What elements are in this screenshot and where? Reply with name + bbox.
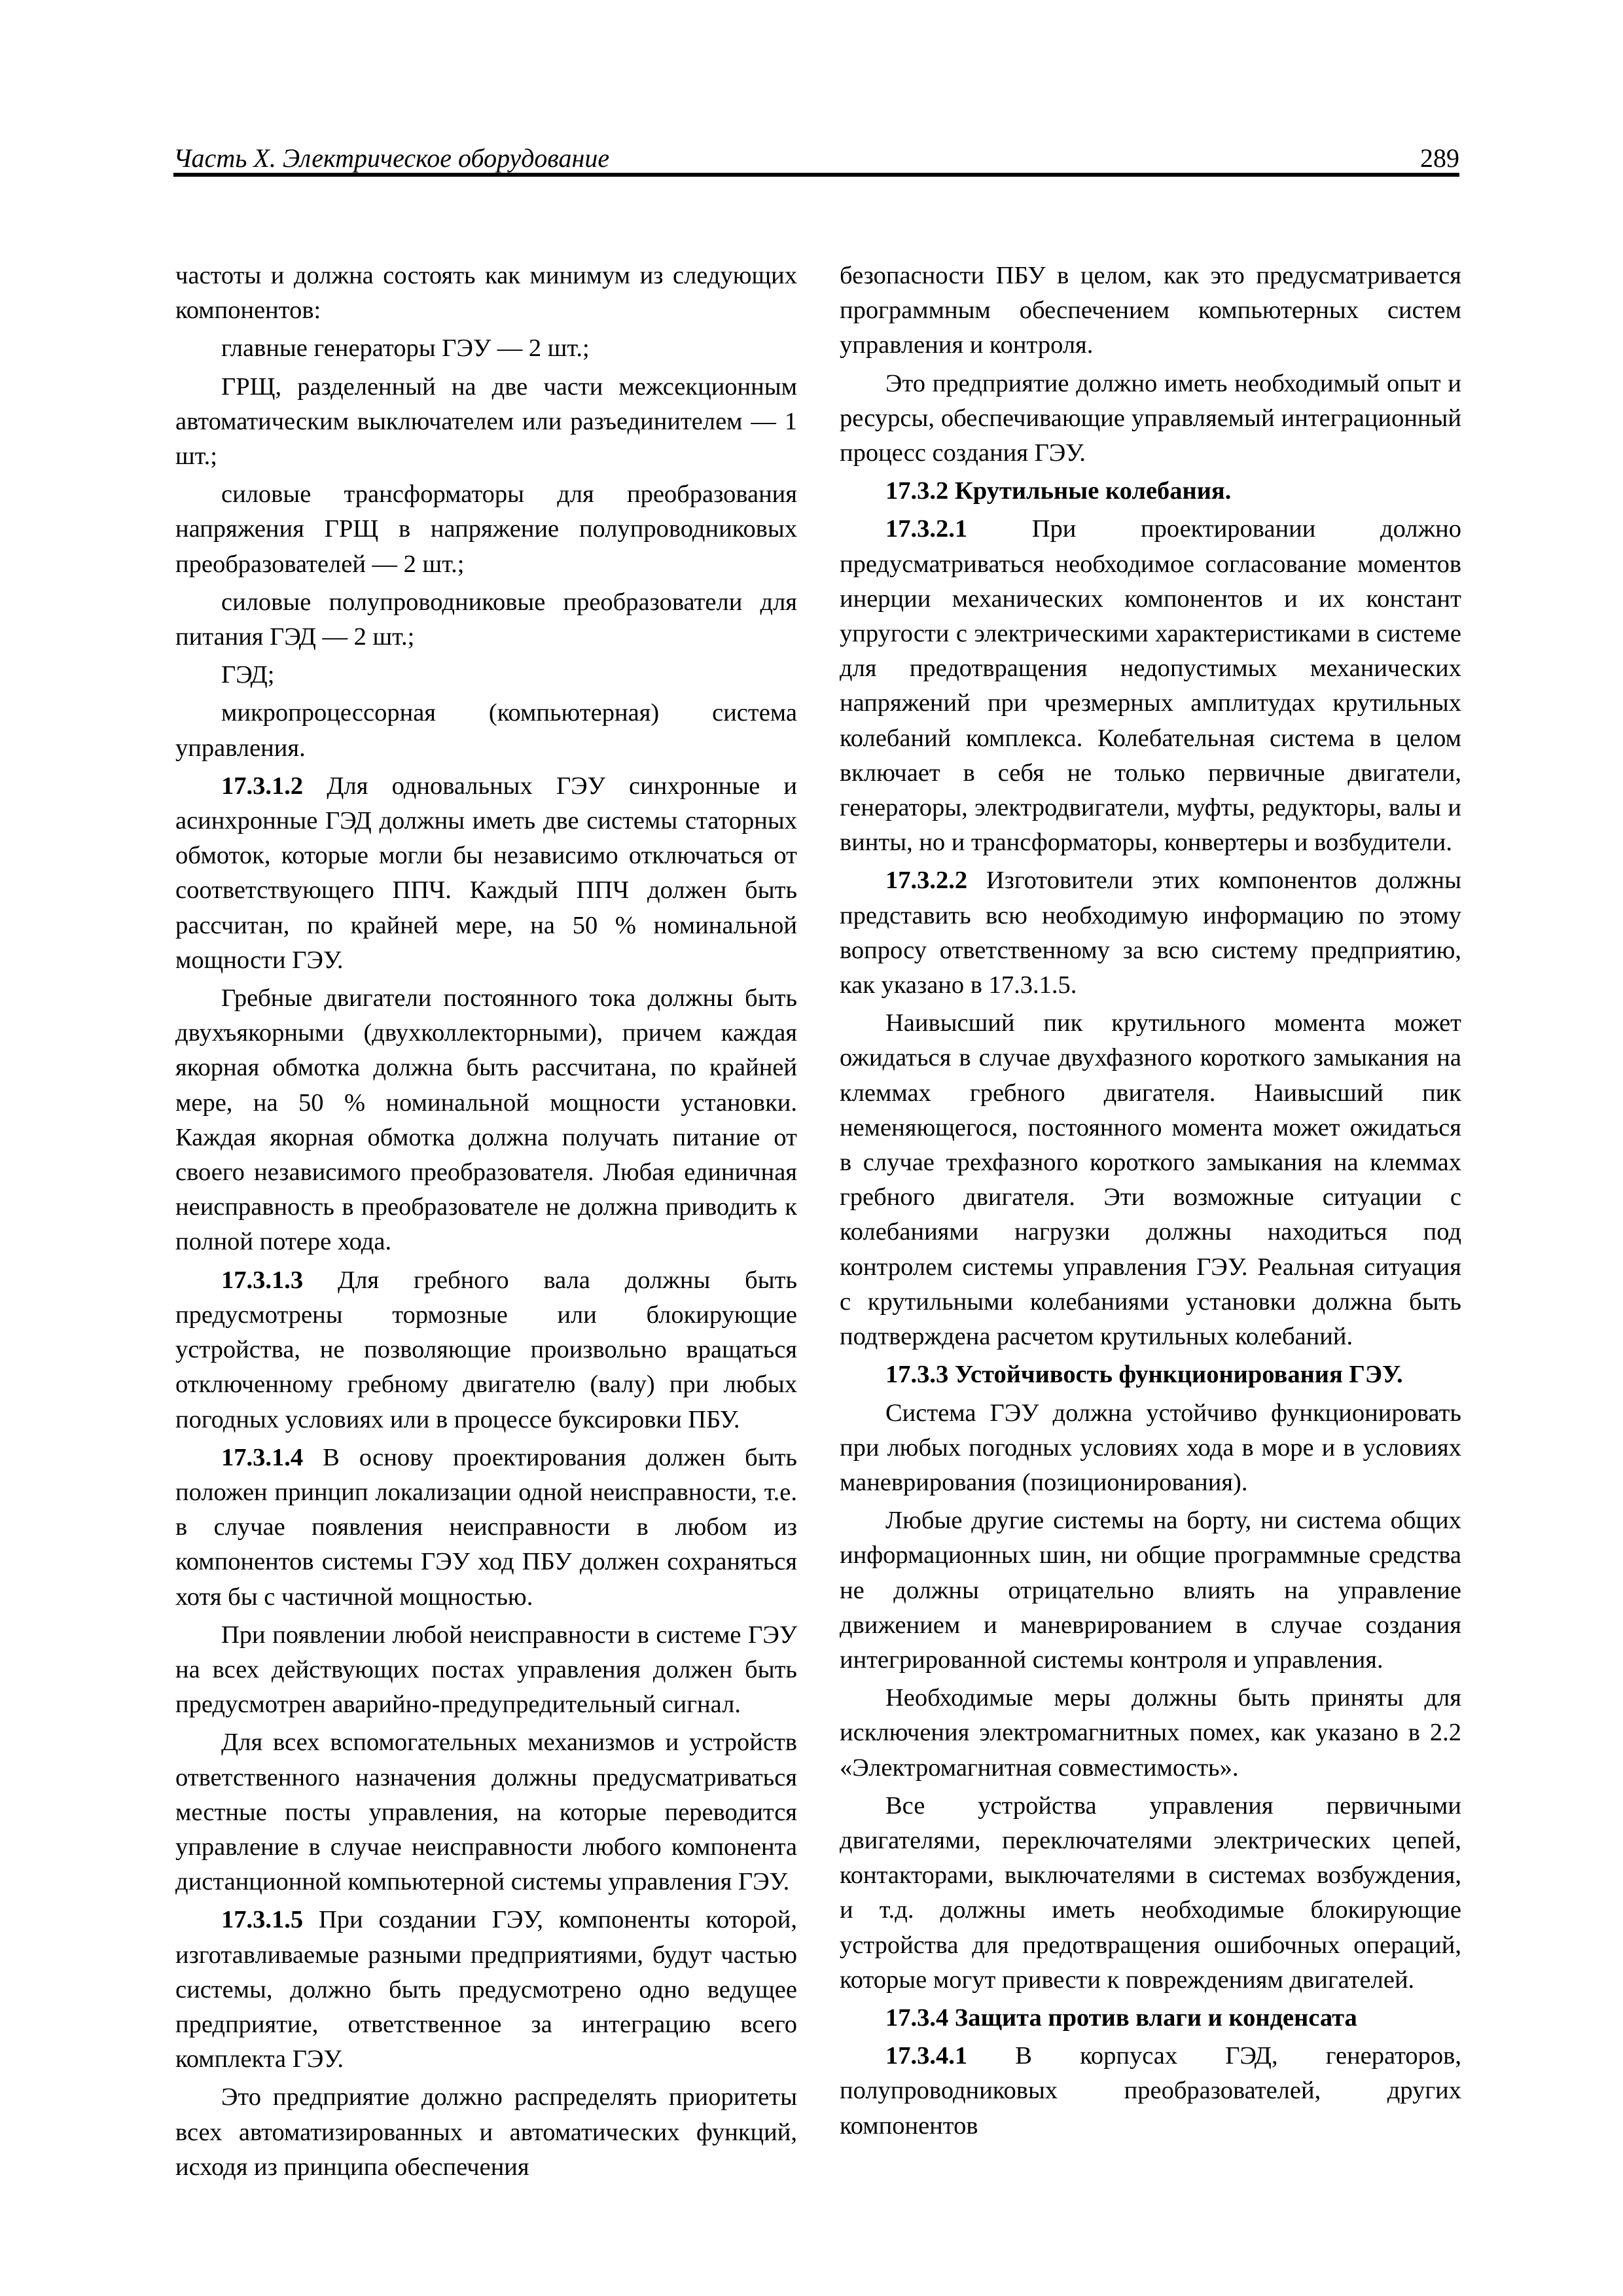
paragraph: [840, 1357, 1461, 1392]
paragraph-text: Любые другие системы на борту, ни система общих информационных шин, ни общие программные средства не должны отрицательно влиять на управление движением и маневрированием в случае создания интегрированной системы контроля и управления.: [840, 1507, 1461, 1674]
paragraph: [175, 1263, 797, 1437]
paragraph-text: При создании ГЭУ, компоненты которой, изготавливаемые разными предприятиями, будут частью системы, должно быть предусмотрено одно ведущее предприятие, ответственное за интеграцию всего комплекта ГЭУ.: [175, 1906, 797, 2073]
section-number: 17.3.2.2: [885, 867, 968, 895]
paragraph-text: Система ГЭУ должна устойчиво функционировать при любых погодных условиях хода в море и в условиях маневрирования (позиционирования).: [840, 1399, 1461, 1496]
paragraph: [175, 981, 797, 1260]
paragraph-text: ГРЩ, разделенный на две части межсекционным автоматическим выключателем или разъединителем — 1 шт.;: [175, 372, 797, 471]
paragraph: [175, 1725, 797, 1899]
paragraph: [175, 585, 797, 655]
paragraph-text: главные генераторы ГЭУ — 2 шт.;: [221, 334, 590, 363]
paragraph-text: микропроцессорная (компьютерная) система управления.: [175, 699, 797, 762]
paragraph: [175, 696, 797, 765]
paragraph-text: Для всех вспомогательных механизмов и устройств ответственного назначения должны предусматриваться местные посты управления, на которые переводится управление в случае неисправности любого компонента дистанционной компьютерной системы управления ГЭУ.: [175, 1729, 797, 1896]
paragraph: [840, 1396, 1461, 1501]
section-number: 17.3.2 Крутильные колебания.: [885, 477, 1232, 505]
section-number: 17.3.4 Защита против влаги и конденсата: [885, 2003, 1357, 2032]
paragraph: [840, 2001, 1461, 2036]
section-number: 17.3.1.2: [221, 772, 304, 800]
paragraph-text: ГЭД;: [221, 661, 275, 689]
paragraph: [840, 1006, 1461, 1354]
paragraph: [840, 863, 1461, 1003]
paragraph-text: Наивысший пик крутильного момента может ожидаться в случае двухфазного короткого замыкания на клеммах гребного двигателя. Наивысший пик неменяющегося, постоянного момента может ожидаться в случае трехфазного короткого замыкания на клеммах гребного двигателя. Эти возможные ситуации с колебаниями нагрузки должны находиться под контролем системы управления ГЭУ. Реальная ситуация с крутильными колебаниями установки должна быть подтверждена расчетом крутильных колебаний.: [840, 1009, 1461, 1351]
paragraph-text: При проектировании должно предусматриваться необходимое согласование моментов инерции механических компонентов и их констант упругости с электрическими характеристиками в системе для предотвращения недопустимых механических напряжений при чрезмерных амплитудах крутильных колебаний комплекса. Колебательная система в целом включает в себя не только первичные двигатели, генераторы, электродвигатели, муфты, редукторы, валы и винты, но и трансформаторы, конвертеры и возбудители.: [840, 515, 1461, 857]
paragraph: [175, 259, 797, 328]
paragraph-text: Все устройства управления первичными двигателями, переключателями электрических цепей, контакторами, выключателями в системах возбуждения, и т.д. должны иметь необходимые блокирующие устройства для предотвращения ошибочных операций, которые могут привести к повреждениям двигателей.: [840, 1791, 1461, 1994]
paragraph-text: В корпусах ГЭД, генераторов, полупроводниковых преобразователей, других компонентов: [840, 2042, 1461, 2140]
paragraph: [840, 474, 1461, 509]
paragraph: [840, 1789, 1461, 1998]
paragraph: [175, 370, 797, 475]
page-header: [173, 145, 1459, 177]
paragraph: [840, 2039, 1461, 2144]
paragraph: [175, 658, 797, 692]
paragraph-text: силовые полупроводниковые преобразователи для питания ГЭД — 2 шт.;: [175, 588, 797, 651]
paragraph-text: Для гребного вала должны быть предусмотрены тормозные или блокирующие устройства, не позволяющие произвольно вращаться отключенному гребному двигателю (валу) при любых погодных условиях или в процессе буксировки ПБУ.: [175, 1266, 797, 1433]
paragraph: [175, 331, 797, 366]
paragraph-text: Это предприятие должно иметь необходимый опыт и ресурсы, обеспечивающие управляемый интеграционный процесс создания ГЭУ.: [840, 369, 1461, 467]
paragraph: [840, 259, 1461, 363]
paragraph: [175, 1618, 797, 1723]
page-number: 289: [1420, 143, 1459, 173]
paragraph-text: безопасности ПБУ в целом, как это предусматривается программным обеспечением компьютерных систем управления и контроля.: [840, 262, 1461, 359]
paragraph: [175, 477, 797, 582]
paragraph: [175, 769, 797, 978]
paragraph-text: Необходимые меры должны быть приняты для исключения электромагнитных помех, как указано в 2.2 «Электромагнитная совместимость».: [840, 1684, 1461, 1782]
paragraph: [840, 512, 1461, 860]
paragraph-text: Это предприятие должно распределять приоритеты всех автоматизированных и автоматических функций, исходя из принципа обеспечения: [175, 2083, 797, 2181]
section-number: 17.3.1.4: [221, 1443, 304, 1471]
paragraph: [840, 1503, 1461, 1677]
paragraph-text: Для одновальных ГЭУ синхронные и асинхронные ГЭД должны иметь две системы статорных обмоток, которые могли бы независимо отключаться от соответствующего ППЧ. Каждый ППЧ должен быть рассчитан, по крайней мере, на 50 % номинальной мощности ГЭУ.: [175, 772, 797, 974]
paragraph-text: Гребные двигатели постоянного тока должны быть двухъякорными (двухколлекторными), причем каждая якорная обмотка должна быть рассчитана, по крайней мере, на 50 % номинальной мощности установки. Каждая якорная обмотка должна получать питание от своего независимого преобразователя. Любая единичная неисправность в преобразователе не должна приводить к полной потере хода.: [175, 984, 797, 1256]
section-number: 17.3.1.3: [221, 1266, 304, 1294]
right-text-column: [840, 259, 1461, 2144]
paragraph: [840, 1681, 1461, 1785]
section-number: 17.3.2.1: [885, 515, 968, 543]
paragraph: [175, 2080, 797, 2185]
paragraph-text: При появлении любой неисправности в системе ГЭУ на всех действующих постах управления должен быть предусмотрен аварийно-предупредительный сигнал.: [175, 1621, 797, 1719]
paragraph: [175, 1903, 797, 2077]
running-head-title: Часть X. Электрическое оборудование: [173, 143, 610, 173]
paragraph-text: Изготовители этих компонентов должны представить всю необходимую информацию по этому вопросу ответственному за всю систему предприятию, как указано в 17.3.1.5.: [840, 867, 1461, 999]
paragraph-text: частоты и должна состоять как минимум из следующих компонентов:: [175, 262, 797, 325]
section-number: 17.3.3 Устойчивость функционирования ГЭУ.: [885, 1361, 1403, 1389]
section-number: 17.3.1.5: [221, 1906, 304, 1934]
section-number: 17.3.4.1: [885, 2042, 968, 2070]
paragraph: [175, 1441, 797, 1615]
paragraph-text: силовые трансформаторы для преобразования напряжения ГРЩ в напряжение полупроводниковых преобразователей — 2 шт.;: [175, 480, 797, 578]
left-text-column: [175, 259, 797, 2185]
paragraph: [840, 367, 1461, 471]
paragraph-text: В основу проектирования должен быть положен принцип локализации одной неисправности, т.е. в случае появления неисправности в любом из компонентов системы ГЭУ ход ПБУ должен сохраняться хотя бы с частичной мощностью.: [175, 1443, 797, 1611]
